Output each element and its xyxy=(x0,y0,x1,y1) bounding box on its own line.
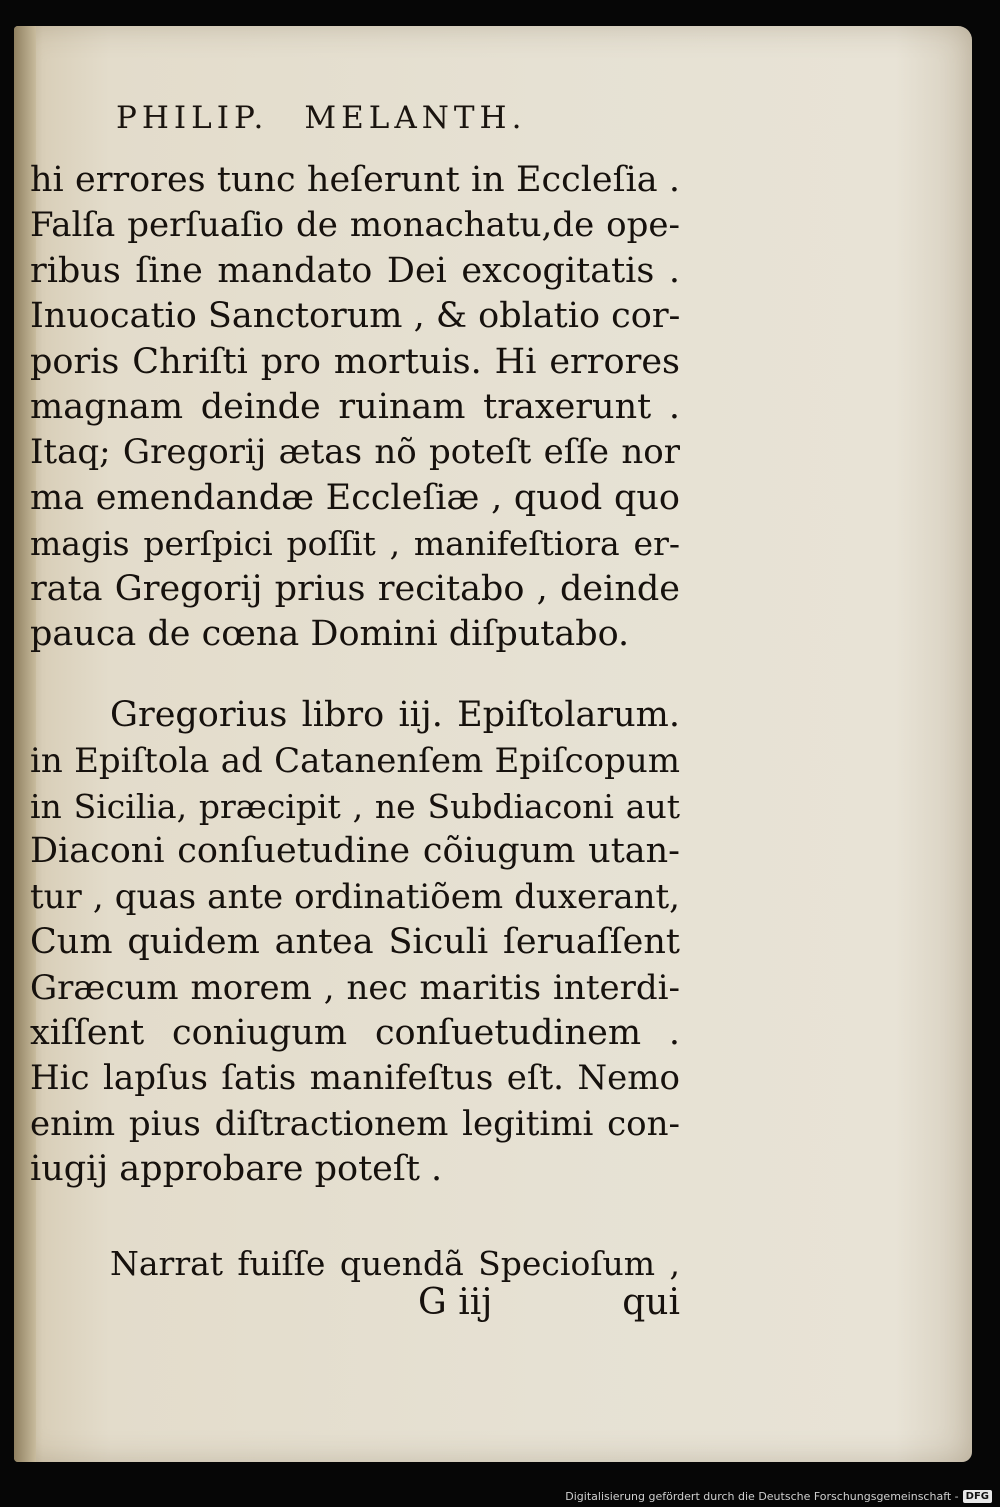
running-head-left: PHILIP. xyxy=(116,100,269,136)
text-line: hi errores tunc heſerunt in Eccleſia . xyxy=(30,160,680,200)
text-line: in Epiſtola ad Catanenſem Epiſcopum xyxy=(30,740,680,781)
digitization-credit xyxy=(565,1490,992,1503)
text-line: Cum quidem antea Siculi ſeruaſſent xyxy=(30,922,680,963)
text-line: xiſſent coniugum conſuetudinem . xyxy=(30,1013,680,1054)
paragraph-spacer xyxy=(30,1193,680,1241)
credit-text: Digitalisierung gefördert durch die Deutsche Forschungsgemeinschaft - xyxy=(565,1490,959,1503)
running-head xyxy=(116,100,526,136)
dfg-logo: DFG xyxy=(963,1490,992,1503)
paragraph xyxy=(30,1241,680,1286)
text-line: magnam deinde ruinam traxerunt . xyxy=(30,386,680,427)
text-line: Inuocatio Sanctorum , & oblatio cor- xyxy=(30,296,680,337)
text-line: Falſa perſuaſio de monachatu,de ope- xyxy=(30,205,680,246)
text-line: Itaq; Gregorij ætas nõ poteſt eſſe nor xyxy=(30,432,680,473)
text-line: Hic lapſus ſatis manifeſtus eſt. Nemo xyxy=(30,1058,680,1099)
running-head-right: MELANTH. xyxy=(304,100,527,136)
text-line: rata Gregorij prius recitabo , deinde xyxy=(30,568,680,609)
paragraph xyxy=(30,693,680,1192)
text-line: magis perſpici poſſit , manifeſtiora er- xyxy=(30,524,680,564)
text-line: iugij approbare poteſt . xyxy=(30,1149,443,1190)
text-line: ma emendandæ Eccleſiæ , quod quo xyxy=(30,477,680,518)
text-line: in Sicilia, præcipit , ne Subdiaconi aut xyxy=(30,787,680,827)
paragraph xyxy=(30,158,680,657)
catchword: qui xyxy=(622,1282,680,1323)
text-line: pauca de cœna Domini diſputabo. xyxy=(30,613,630,654)
text-line: tur , quas ante ordinatiõem duxerant, xyxy=(30,876,680,917)
text-line: Gregorius libro iij. Epiſtolarum. xyxy=(110,695,680,736)
text-line: Græcum morem , nec maritis interdi- xyxy=(30,967,680,1008)
text-line: Narrat fuiſſe quendã Specioſum , xyxy=(110,1243,680,1283)
text-line: Diaconi conſuetudine cõiugum utan- xyxy=(30,831,680,872)
signature-mark: G iij xyxy=(418,1282,493,1323)
page-footer xyxy=(30,1282,680,1332)
text-line: poris Chriſti pro mortuis. Hi errores xyxy=(30,341,680,382)
paragraph-spacer xyxy=(30,657,680,693)
text-line: ribus ſine mandato Dei excogitatis . xyxy=(30,250,680,291)
text-line: enim pius diſtractionem legitimi con- xyxy=(30,1103,680,1144)
body-text xyxy=(30,158,680,1286)
